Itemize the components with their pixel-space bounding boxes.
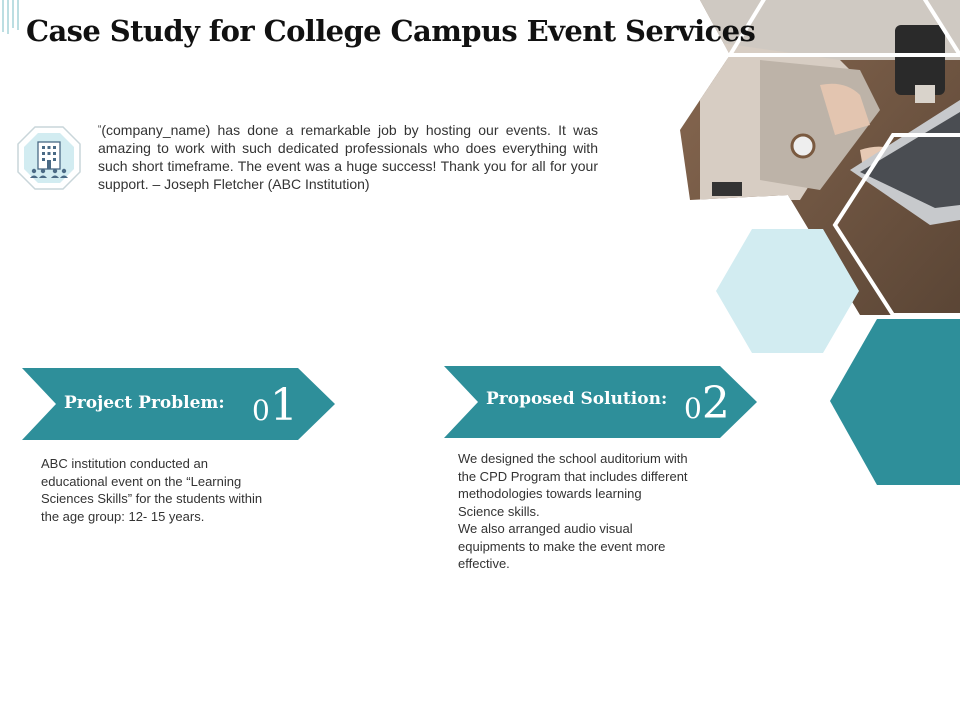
page-title: Case Study for College Campus Event Services — [26, 14, 756, 48]
problem-number — [252, 380, 298, 431]
quote-text: (company_name) has done a remarkable job by hosting our events. It was amazing to work with such dedicated professionals who does everything with such short timeframe. The event was a huge success! Thank you for all for your support. – Joseph Fletcher (ABC Institution) — [98, 122, 598, 192]
problem-number-main: 1 — [269, 380, 298, 431]
solution-text-2: We also arranged audio visual equipments to make the event more effective. — [458, 521, 666, 571]
solution-label: Proposed Solution: — [486, 389, 668, 409]
quote-mark: “ — [98, 124, 102, 135]
solution-number-lead: 0 — [684, 392, 702, 425]
problem-text: ABC institution conducted an educational event on the “Learning Sciences Skills” for the students within the age group: 12- 15 years. — [41, 456, 263, 524]
problem-label: Project Problem: — [64, 393, 225, 413]
solution-number — [684, 378, 730, 429]
testimonial-quote — [98, 121, 598, 193]
teal-hexagon — [830, 319, 960, 485]
problem-description — [41, 455, 271, 525]
building-icon — [16, 125, 82, 191]
solution-text-1: We designed the school auditorium with the CPD Program that includes different methodologies towards learning Science skills. — [458, 451, 688, 519]
problem-number-lead: 0 — [252, 394, 270, 427]
solution-number-main: 2 — [701, 378, 730, 429]
solution-description — [458, 450, 690, 573]
